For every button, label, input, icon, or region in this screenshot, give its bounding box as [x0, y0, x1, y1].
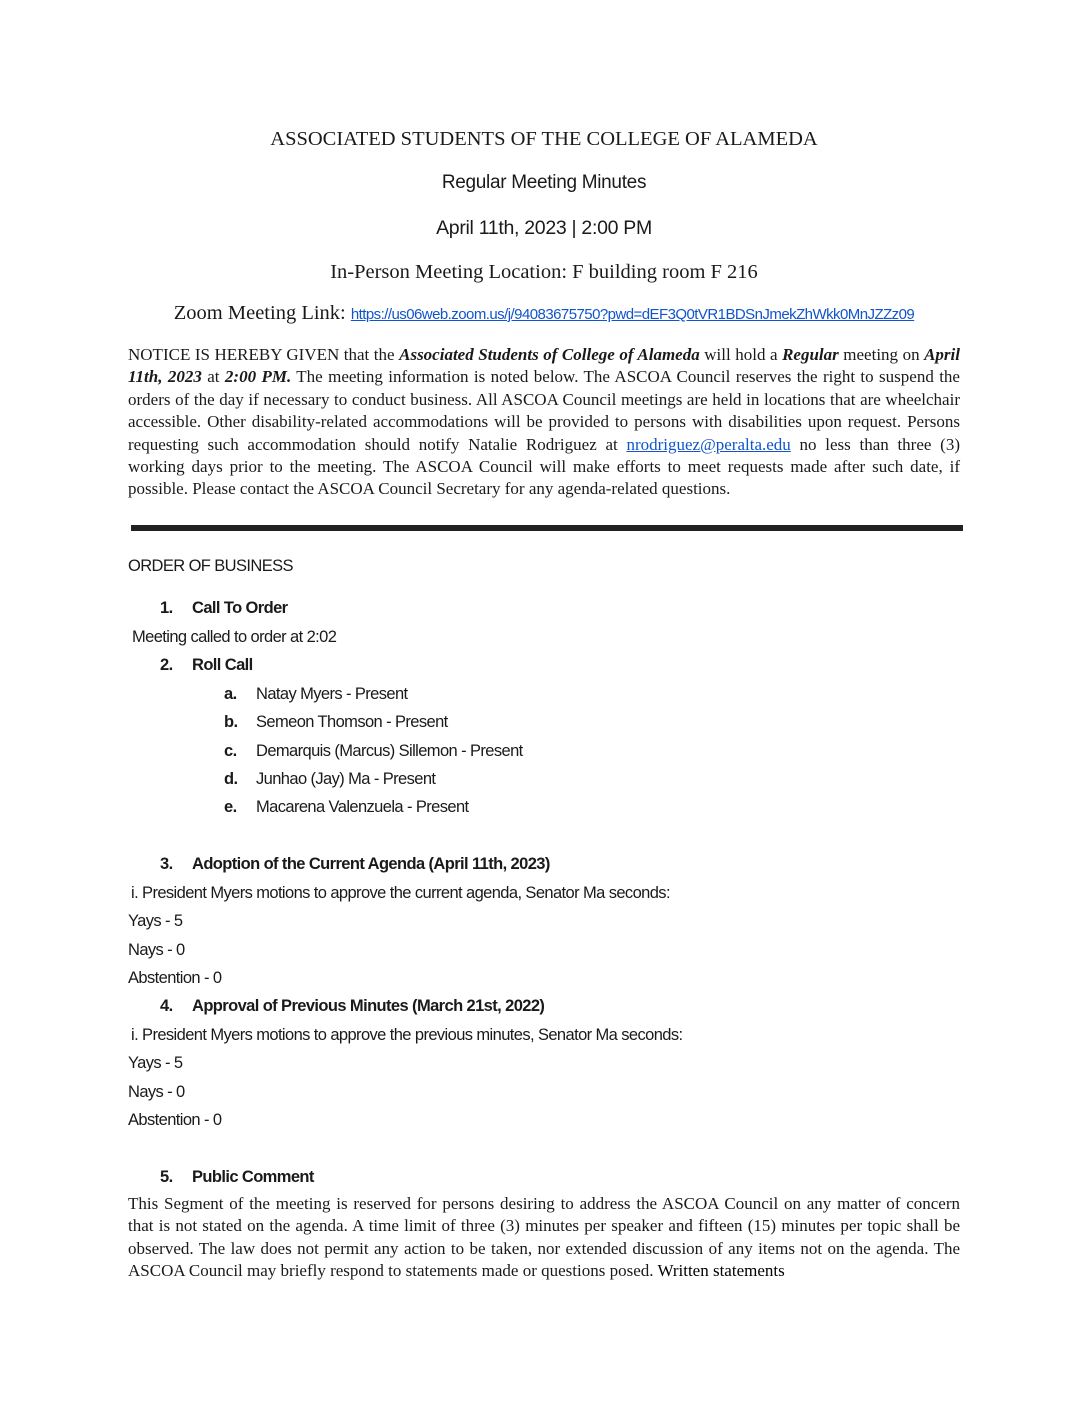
zoom-label: Zoom Meeting Link: — [173, 302, 346, 324]
agenda-vote-yays: Yays - 5 — [128, 912, 183, 930]
minutes-vote-yays: Yays - 5 — [128, 1054, 183, 1072]
member-name: Macarena Valenzuela - Present — [256, 798, 469, 816]
notice-org-name: Associated Students of College of Alameda — [399, 345, 700, 364]
item-number: 2. — [160, 656, 173, 674]
notice-text: The meeting information is noted below. The ASCOA Council reserves the right to suspend the orders of the day if necessary to conduct business. All ASCOA Council meetings are held in locations that are wheelchair accessible. Other disability-related accommodations will be provided to persons with disabilities upon request. Persons requesting such accommodation should notify Natalie Rodriguez at — [128, 367, 960, 454]
public-comment-text-tail: Written statements — [657, 1261, 785, 1281]
item-title: Adoption of the Current Agenda (April 11th, 2023) — [192, 855, 550, 873]
minutes-motion: i. President Myers motions to approve the previous minutes, Senator Ma seconds: — [131, 1026, 683, 1044]
agenda-item-previous-minutes — [160, 997, 544, 1016]
public-comment-text: This Segment of the meeting is reserved for persons desiring to address the ASCOA Council on any matter of concern that is not stated on the agenda. A time limit of three (3) minutes per speaker and fifteen (15) minutes per topic shall be observed. The law does not permit any action to be taken, nor extended discussion of any items not on the agenda. The ASCOA Council may briefly respond to statements made or questions posed. — [128, 1194, 960, 1281]
roll-call-member — [224, 713, 448, 732]
agenda-item-call-to-order — [160, 599, 288, 618]
zoom-meeting-line — [0, 302, 1088, 325]
order-of-business-heading: ORDER OF BUSINESS — [128, 557, 293, 575]
public-comment-paragraph — [128, 1193, 960, 1283]
notice-text: will hold a — [699, 345, 783, 364]
zoom-meeting-link[interactable]: https://us06web.zoom.us/j/94083675750?pwd=dEF3Q0tVR1BDSnJmekZhWkk0MnJZZz09 — [350, 306, 915, 323]
member-letter: e. — [224, 798, 237, 816]
organization-title: ASSOCIATED STUDENTS OF THE COLLEGE OF ALAMEDA — [270, 128, 818, 150]
notice-text: meeting on — [838, 345, 925, 364]
notice-text: at — [201, 367, 225, 387]
agenda-motion: i. President Myers motions to approve the current agenda, Senator Ma seconds: — [131, 884, 670, 902]
item-title: Approval of Previous Minutes (March 21st, 2022) — [192, 997, 545, 1015]
item-number: 5. — [160, 1168, 173, 1186]
roll-call-member — [224, 798, 469, 817]
roll-call-member — [224, 685, 408, 704]
agenda-item-adoption-of-agenda — [160, 855, 550, 874]
minutes-vote-abstention: Abstention - 0 — [128, 1111, 222, 1129]
member-name: Natay Myers - Present — [256, 685, 408, 703]
document-subtitle: Regular Meeting Minutes — [441, 172, 647, 193]
notice-meeting-type: Regular — [782, 345, 839, 364]
notice-text: no less than three (3) working days prior to the meeting. The ASCOA Council will make efforts to meet requests made after such date, if possible. Please contact the ASCOA Council Secretary for any agenda-related questions. — [128, 434, 960, 499]
meeting-datetime: April 11th, 2023 | 2:00 PM — [436, 217, 652, 239]
notice-text: NOTICE IS HEREBY GIVEN that the — [128, 345, 400, 364]
minutes-vote-nays: Nays - 0 — [128, 1083, 185, 1101]
item-title: Roll Call — [192, 656, 253, 674]
item-number: 3. — [160, 855, 173, 873]
item-title: Call To Order — [192, 599, 288, 617]
roll-call-member — [224, 770, 435, 789]
notice-paragraph — [128, 344, 960, 501]
item-title: Public Comment — [192, 1168, 314, 1186]
agenda-vote-abstention: Abstention - 0 — [128, 969, 222, 987]
member-name: Junhao (Jay) Ma - Present — [256, 770, 436, 788]
member-letter: c. — [224, 742, 237, 760]
agenda-item-roll-call — [160, 656, 253, 675]
agenda-item-public-comment — [160, 1168, 314, 1187]
roll-call-member — [224, 742, 523, 761]
member-letter: a. — [224, 685, 237, 703]
section-divider — [131, 525, 963, 531]
item-number: 1. — [160, 599, 173, 617]
notice-date: April 11th, 2023 — [128, 345, 960, 387]
meeting-location: In-Person Meeting Location: F building room F 216 — [330, 261, 758, 283]
member-name: Demarquis (Marcus) Sillemon - Present — [256, 742, 523, 760]
member-letter: d. — [224, 770, 238, 788]
item-number: 4. — [160, 997, 173, 1015]
member-name: Semeon Thomson - Present — [256, 713, 448, 731]
contact-email-link[interactable]: nrodriguez@peralta.edu — [626, 434, 791, 454]
notice-time: 2:00 PM. — [224, 367, 292, 387]
call-to-order-note: Meeting called to order at 2:02 — [132, 628, 337, 646]
agenda-vote-nays: Nays - 0 — [128, 941, 185, 959]
member-letter: b. — [224, 713, 238, 731]
